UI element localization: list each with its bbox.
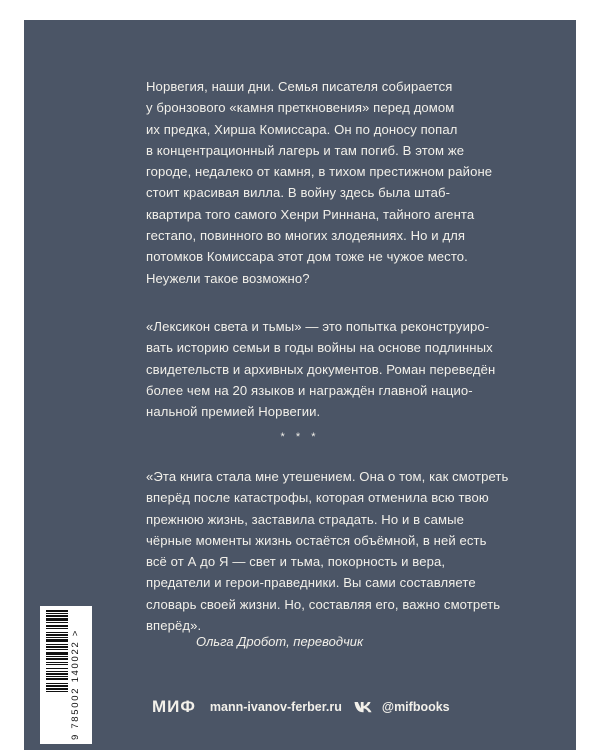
text-line: стоит красивая вилла. В войну здесь была штаб- xyxy=(146,185,451,201)
text-line: их предка, Хирша Комиссара. Он по доносу попал xyxy=(146,121,458,137)
text-line: Норвегия, наши дни. Семья писателя собирается xyxy=(146,79,453,94)
text-line: прежнюю жизнь, заставила страдать. Но и в самые xyxy=(146,511,464,527)
text-line: «Эта книга стала мне утешением. Она о том, как смотреть xyxy=(146,469,509,484)
publisher-logo: МИФ xyxy=(152,697,196,716)
section-separator: * * * xyxy=(280,431,320,443)
text-line: Неужели такое возможно? xyxy=(146,270,310,286)
text-line: вперёд». xyxy=(146,618,202,634)
publisher-website: mann-ivanov-ferber.ru xyxy=(209,700,342,714)
text-line: в концентрационный лагерь и там погиб. В этом же xyxy=(146,142,465,158)
text-line: квартира того самого Хенри Риннана, тайного агента xyxy=(146,206,475,222)
quote-paragraph xyxy=(146,466,516,636)
description-paragraph xyxy=(146,76,516,289)
text-line: нальной премией Норвегии. xyxy=(146,404,321,420)
text-line: потомков Комиссара этот дом тоже не чужое место. xyxy=(146,249,468,265)
text-line: вперёд после катастрофы, которая отменила всю твою xyxy=(146,490,489,506)
text-line: у бронзового «камня преткновения» перед домом xyxy=(146,100,455,116)
text-line: «Лексикон света и тьмы» — это попытка реконструиро- xyxy=(146,319,490,334)
vk-icon xyxy=(354,701,374,713)
quote-signature: Ольга Дробот, переводчик xyxy=(196,634,364,649)
text-line: городе, недалеко от камня, в тихом престижном районе xyxy=(146,164,493,180)
publisher-footer xyxy=(152,696,450,718)
barcode-digits: 9 785002 140022 > xyxy=(70,628,81,740)
text-line: свидетельств и архивных документов. Роман переведён xyxy=(146,361,496,377)
text-line: гестапо, повинного во многих злодеяниях. Но и для xyxy=(146,228,466,244)
text-line: предатели и герои-праведники. Вы сами составляете xyxy=(146,575,476,591)
barcode-bars xyxy=(46,610,68,738)
text-line: словарь своей жизни. Но, составляя его, важно смотреть xyxy=(146,596,501,612)
text-line: всё от А до Я — свет и тьма, покорность и вера, xyxy=(146,554,446,570)
back-cover xyxy=(24,20,576,750)
text-line: чёрные моменты жизнь остаётся объёмной, в ней есть xyxy=(146,532,487,548)
barcode xyxy=(40,606,92,744)
about-paragraph xyxy=(146,316,516,422)
social-handle: @mifbooks xyxy=(381,700,450,714)
text-line: более чем на 20 языков и награждён главной нацио- xyxy=(146,382,473,398)
text-line: вать историю семьи в годы войны на основе подлинных xyxy=(146,340,493,356)
